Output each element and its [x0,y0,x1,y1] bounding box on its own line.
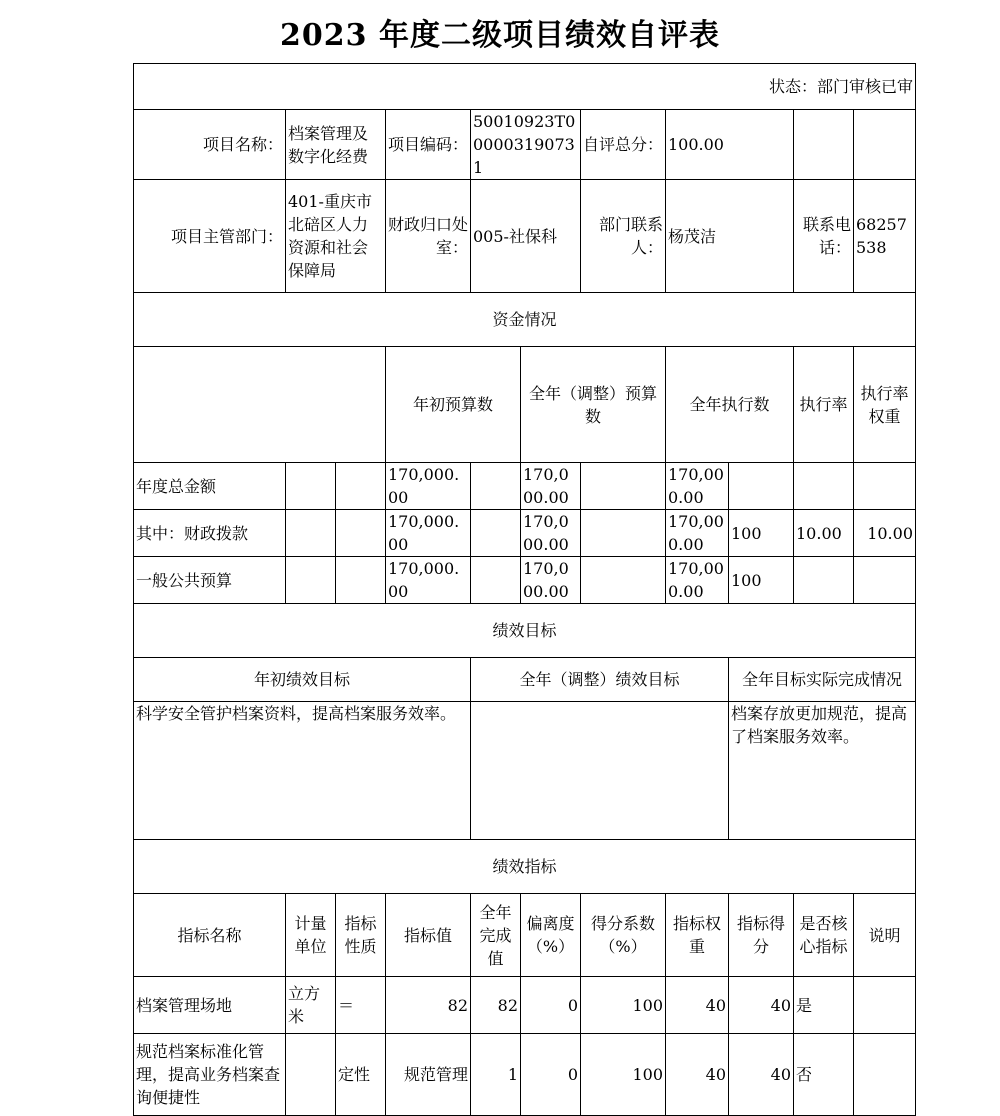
phone-label: 联系电话： [794,180,854,293]
funds-header-rate: 执行率 [794,347,854,463]
funds-row-name: 一般公共预算 [134,557,286,604]
empty-cell [336,463,386,510]
funds-adjusted: 170,000.00 [521,557,581,604]
dept-name: 401-重庆市北碚区人力资源和社会保障局 [286,180,386,293]
indicators-section-title: 绩效指标 [134,840,916,894]
funds-weight [794,557,854,604]
score-label: 自评总分： [581,110,666,180]
ind-done: 82 [471,977,521,1034]
page-title: 2023 年度二级项目绩效自评表 [280,18,720,53]
ind-value: 规范管理 [386,1034,471,1116]
ind-score: 40 [729,1034,794,1116]
ind-header-deviation: 偏离度（%） [521,894,581,977]
empty-cell [581,510,666,557]
funds-row-name: 其中：财政拨款 [134,510,286,557]
empty-cell [581,463,666,510]
goals-header-initial: 年初绩效目标 [134,658,471,702]
empty-cell [854,110,916,180]
ind-header-nature: 指标性质 [336,894,386,977]
ind-name: 规范档案标准化管理，提高业务档案查询便捷性 [134,1034,286,1116]
project-code-label: 项目编码： [386,110,471,180]
ind-unit: 立方米 [286,977,336,1034]
finance-label: 财政归口处室： [386,180,471,293]
goals-header-actual: 全年目标实际完成情况 [729,658,916,702]
ind-nature: ＝ [336,977,386,1034]
funds-weight [794,463,854,510]
goals-section-title: 绩效目标 [134,604,916,658]
ind-coef: 100 [581,977,666,1034]
funds-executed: 170,000.00 [666,557,729,604]
ind-header-weight: 指标权重 [666,894,729,977]
goals-adjusted-text [471,702,729,840]
goals-header-adjusted: 全年（调整）绩效目标 [471,658,729,702]
funds-initial: 170,000.00 [386,557,471,604]
empty-cell [286,557,336,604]
funds-score [854,463,916,510]
evaluation-table [133,63,916,1116]
funds-executed: 170,000.00 [666,510,729,557]
ind-name: 档案管理场地 [134,977,286,1034]
ind-header-value: 指标值 [386,894,471,977]
funds-rate [729,463,794,510]
ind-header-note: 说明 [854,894,916,977]
empty-cell [286,510,336,557]
funds-rate: 100 [729,557,794,604]
empty-cell [336,557,386,604]
funds-header-executed: 全年执行数 [666,347,794,463]
ind-header-unit: 计量单位 [286,894,336,977]
empty-cell [581,557,666,604]
funds-initial: 170,000.00 [386,463,471,510]
goals-initial-text: 科学安全管护档案资料，提高档案服务效率。 [134,702,471,840]
contact-name: 杨茂洁 [666,180,794,293]
project-code: 50010923T000003190731 [471,110,581,180]
empty-cell [471,463,521,510]
funds-row-name: 年度总金额 [134,463,286,510]
ind-unit [286,1034,336,1116]
project-name: 档案管理及数字化经费 [286,110,386,180]
status-text: 状态：部门审核已审 [134,64,916,110]
phone-number: 68257538 [854,180,916,293]
ind-done: 1 [471,1034,521,1116]
goals-actual-text: 档案存放更加规范，提高了档案服务效率。 [729,702,916,840]
funds-adjusted: 170,000.00 [521,510,581,557]
finance-office: 005-社保科 [471,180,581,293]
funds-rate: 100 [729,510,794,557]
funds-header-initial: 年初预算数 [386,347,521,463]
funds-section-title: 资金情况 [134,293,916,347]
ind-core: 否 [794,1034,854,1116]
empty-cell [471,557,521,604]
ind-header-score: 指标得分 [729,894,794,977]
ind-deviation: 0 [521,1034,581,1116]
funds-header-adjusted: 全年（调整）预算数 [521,347,666,463]
empty-cell [286,463,336,510]
ind-score: 40 [729,977,794,1034]
funds-header-weight: 执行率权重 [854,347,916,463]
contact-label: 部门联系人： [581,180,666,293]
funds-score: 10.00 [854,510,916,557]
total-score: 100.00 [666,110,794,180]
empty-cell [794,110,854,180]
funds-adjusted: 170,000.00 [521,463,581,510]
ind-deviation: 0 [521,977,581,1034]
empty-cell [134,347,386,463]
ind-weight: 40 [666,1034,729,1116]
ind-header-core: 是否核心指标 [794,894,854,977]
funds-initial: 170,000.00 [386,510,471,557]
ind-value: 82 [386,977,471,1034]
empty-cell [336,510,386,557]
ind-header-name: 指标名称 [134,894,286,977]
ind-note [854,977,916,1034]
dept-label: 项目主管部门： [134,180,286,293]
ind-core: 是 [794,977,854,1034]
ind-coef: 100 [581,1034,666,1116]
funds-score [854,557,916,604]
ind-header-coef: 得分系数（%） [581,894,666,977]
ind-weight: 40 [666,977,729,1034]
funds-executed: 170,000.00 [666,463,729,510]
ind-header-done: 全年完成值 [471,894,521,977]
ind-nature: 定性 [336,1034,386,1116]
funds-weight: 10.00 [794,510,854,557]
project-name-label: 项目名称： [134,110,286,180]
ind-note [854,1034,916,1116]
empty-cell [471,510,521,557]
